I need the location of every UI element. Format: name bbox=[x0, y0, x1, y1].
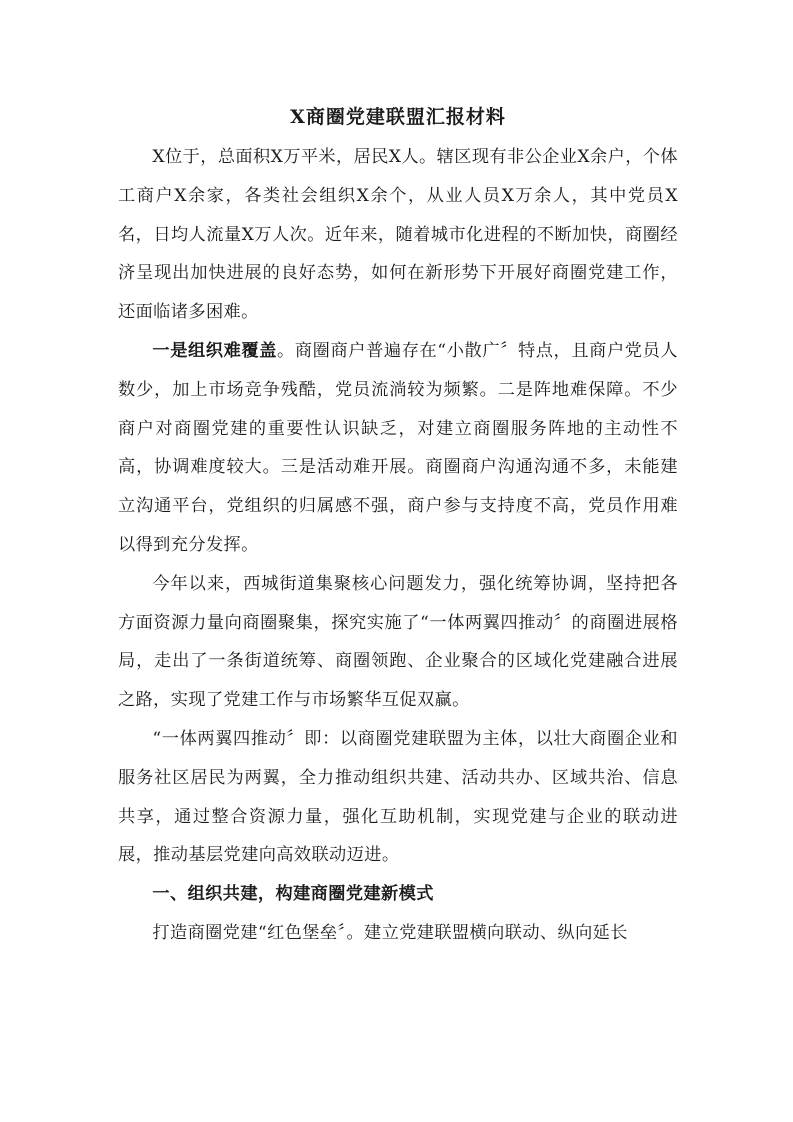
document-title: X商圈党建联盟汇报材料 bbox=[290, 106, 506, 128]
section-heading: 一、组织共建，构建商圈党建新模式 bbox=[152, 884, 434, 905]
paragraph-lead: 一是组织难覆盖 bbox=[152, 340, 278, 361]
paragraph-definition: “一体两翼四推动〞即：以商圈党建联盟为主体，以壮大商圈企业和服务社区居民为两翼，全力推动组织共建、活动共办、区域共治、信息共享，通过整合资源力量，强化互助机制，实现党建与企业的联动进展，推动基层党建向高效联动迈进。 bbox=[118, 728, 678, 866]
paragraph-section-intro: 打造商圈党建“红色堡垒〞。建立党建联盟横向联动、纵向延长 bbox=[152, 922, 628, 943]
paragraph-difficulties bbox=[118, 332, 678, 565]
paragraph-initiative: 今年以来，西城街道集聚核心问题发力，强化统筹协调，坚持把各方面资源力量向商圈聚集，探究实施了“一体两翼四推动〞的商圈进展格局，走出了一条街道统筹、商圈领跑、企业聚合的区域化党建融合进展之路，实现了党建工作与市场繁华互促双赢。 bbox=[118, 573, 678, 711]
document-page bbox=[118, 100, 678, 953]
paragraph-text: 。商圈商户普遍存在“小散广〞特点，且商户党员人数少，加上市场竞争残酷，党员流淌较为频繁。二是阵地难保障。不少商户对商圈党建的重要性认识缺乏，对建立商圈服务阵地的主动性不高，协调难度较大。三是活动难开展。商圈商户沟通沟通不多，未能建立沟通平台，党组织的归属感不强，商户参与支持度不高，党员作用难以得到充分发挥。 bbox=[118, 340, 678, 555]
paragraph-overview: X位于，总面积X万平米，居民X人。辖区现有非公企业X余户，个体工商户X余家，各类社会组织X余个，从业人员X万余人，其中党员X名，日均人流量X万人次。近年来，随着城市化进程的不断加快，商圈经济呈现出加快进展的良好态势，如何在新形势下开展好商圈党建工作，还面临诸多困难。 bbox=[118, 147, 678, 323]
